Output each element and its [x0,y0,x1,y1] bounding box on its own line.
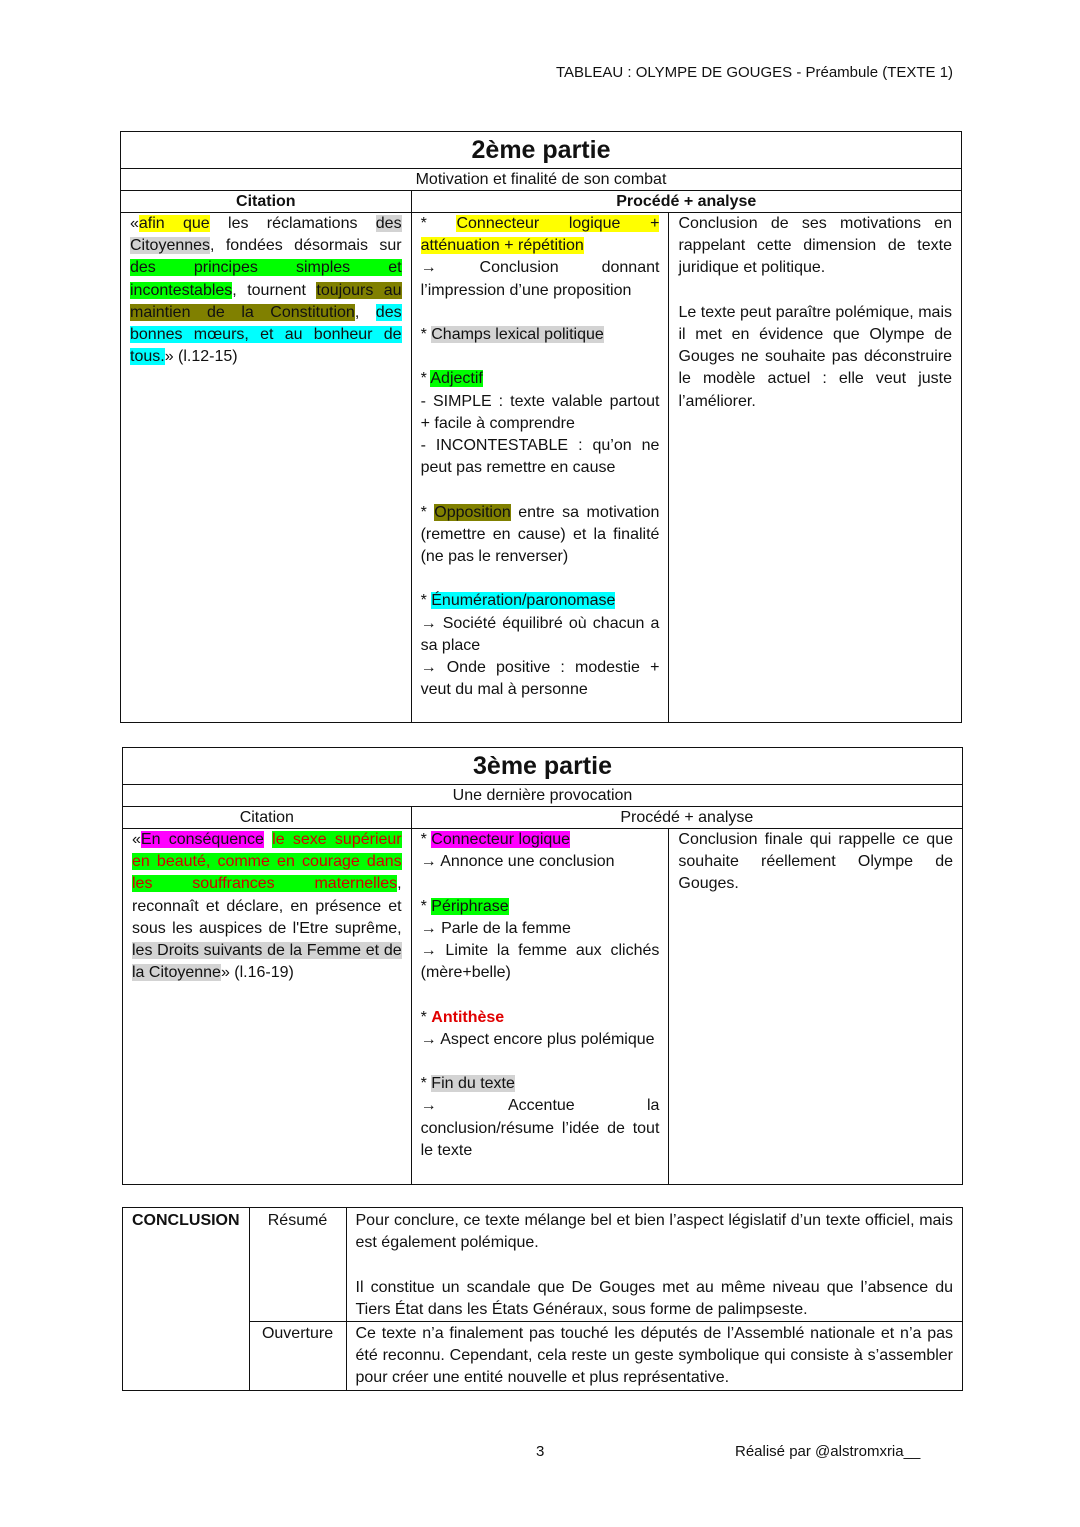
paragraph [421,368,660,390]
text-segment: → Accentue la conclusion/résume l’idée de tout le texte [420,1097,660,1159]
text-segment [264,831,272,848]
paragraph [421,1007,660,1029]
citation-header: Citation [123,807,412,829]
highlighted-text: Adjectif [430,370,483,388]
text-segment: → Conclusion donnant l’impression d’une proposition [420,259,660,299]
text-segment: * [420,592,432,610]
analyse-cell [669,213,962,723]
text-segment: * [420,503,435,521]
analyse-cell [669,829,963,1185]
table-part-3 [122,747,963,1185]
part-3-subtitle: Une dernière provocation [123,785,963,807]
ouverture-label: Ouverture [249,1322,346,1391]
blank-line [421,302,660,324]
text-segment: → Parle de la femme [420,919,571,937]
paragraph [132,829,402,984]
text-segment: Antithèse [431,1008,505,1026]
highlighted-text: Opposition [434,503,511,521]
highlighted-text: Connecteur logique + atténuation + répétition [420,215,660,255]
text-segment: Ce texte n’a finalement pas touché les députés de l’Assemblé nationale et n’a pas été reconnu. Cependant, cela reste un geste symbolique qui consiste à s’assembler pour créer une entité nouvelle et plus représentative. [355,1325,953,1387]
text-segment: → Annonce une conclusion [420,853,615,871]
paragraph [678,213,952,280]
text-segment: → Aspect encore plus polémique [420,1030,655,1048]
paragraph [421,829,660,851]
paragraph [421,391,660,435]
citation-cell [123,829,412,1185]
blank-line [356,1254,954,1276]
text-segment: » (l.12-15) [164,348,238,366]
highlighted-text: des bonnes mœurs, et au bonheur de tous. [130,303,402,366]
blank-line [678,280,952,302]
citation-cell [121,213,412,723]
text-segment: , [354,303,376,321]
procede-cell [411,829,669,1185]
blank-line [421,984,660,1006]
resume-label: Résumé [249,1208,346,1322]
text-segment: * [420,370,431,388]
part-2-subtitle: Motivation et finalité de son combat [121,169,962,191]
text-segment: → Limite la femme aux clichés (mère+belle) [420,942,660,982]
text-segment: * [420,1075,432,1093]
paragraph [421,590,660,612]
paragraph [678,302,952,413]
text-segment: « [130,215,139,232]
text-segment: Il constitue un scandale que De Gouges met au même niveau que l’absence du Tiers État dans les États Généraux, sous forme de palimpseste. [355,1278,953,1318]
paragraph [421,502,660,569]
highlighted-text: Énumération/paronomase [431,592,616,610]
text-segment: , tournent [232,281,317,299]
highlighted-text: Connecteur logique [431,831,571,848]
page-header: TABLEAU : OLYMPE DE GOUGES - Préambule (TEXTE 1) [556,64,954,81]
blank-line [421,479,660,501]
paragraph [421,324,660,346]
text-segment: Conclusion finale qui rappelle ce que souhaite réellement Olympe de Gouges. [678,831,953,893]
procede-cell [411,213,669,723]
text-segment: * [420,326,432,343]
paragraph [421,257,660,301]
paragraph [421,896,660,918]
text-segment: Pour conclure, ce texte mélange bel et bien l’aspect législatif d’un texte officiel, mais est également polémique. [355,1212,953,1252]
text-segment: * [420,1008,432,1026]
page-number: 3 [536,1443,545,1460]
paragraph [421,213,660,257]
text-segment: Conclusion de ses motivations en rappelant cette dimension de texte juridique et politique. [678,215,952,277]
highlighted-text: toujours au maintien de la Constitution [130,281,402,321]
paragraph [421,1095,660,1162]
part-2-title: 2ème partie [121,132,962,169]
text-segment: , fondées désormais sur [210,237,402,255]
text-segment: * [420,831,432,848]
paragraph [421,918,660,940]
text-segment: - INCONTESTABLE : qu’on ne peut pas remettre en cause [420,437,660,477]
paragraph [356,1210,954,1254]
paragraph [356,1323,954,1390]
blank-line [421,346,660,368]
highlighted-text: les Droits suivants de la Femme et de la Citoyenne [132,942,402,982]
citation-header: Citation [121,191,412,213]
table-part-2 [120,131,962,723]
text-segment: → Onde positive : modestie + veut du mal à personne [420,659,660,699]
conclusion-label: CONCLUSION [123,1208,250,1391]
blank-line [421,568,660,590]
text-segment: - SIMPLE : texte valable partout + facile à comprendre [420,392,660,432]
paragraph [421,657,660,701]
text-segment: Le texte peut paraître polémique, mais il met en évidence que Olympe de Gouges ne souhaite pas déconstruire le modèle actuel : elle veut juste l’améliorer. [678,303,952,410]
footer-credit: Réalisé par @alstromxria__ [735,1443,921,1460]
paragraph [678,829,953,896]
blank-line [421,873,660,895]
paragraph [421,1029,660,1051]
paragraph [421,1073,660,1095]
highlighted-text: le sexe supérieur en beauté, comme en courage dans les souffrances maternelles [132,831,402,893]
text-segment: , reconnaît et déclare, en présence et sous les auspices de l'Etre suprême, [132,875,402,937]
paragraph [421,851,660,873]
highlighted-text: des principes simples et incontestables [130,259,402,299]
part-3-title: 3ème partie [123,748,963,785]
highlighted-text: des Citoyennes [130,215,402,255]
paragraph [421,613,660,657]
text-segment: » (l.16-19) [220,964,294,982]
ouverture-cell [346,1322,963,1391]
text-segment: les réclamations [209,215,376,232]
highlighted-text: Champs lexical politique [431,326,604,343]
text-segment: * [420,897,432,915]
text-segment: entre sa motivation (remettre en cause) et la finalité (ne pas le renverser) [420,503,660,565]
text-segment: * [420,215,457,232]
procede-header: Procédé + analyse [411,807,962,829]
text-segment: → Société équilibré où chacun a sa place [420,614,660,654]
highlighted-text: En conséquence [140,831,264,848]
highlighted-text: afin que [138,215,210,232]
text-segment: « [132,831,141,848]
resume-cell [346,1208,963,1322]
conclusion-table [122,1207,963,1391]
paragraph [356,1277,954,1321]
procede-header: Procédé + analyse [411,191,961,213]
blank-line [421,1051,660,1073]
paragraph [421,940,660,984]
paragraph [130,213,402,368]
highlighted-text: Fin du texte [431,1075,515,1093]
highlighted-text: Périphrase [431,897,509,915]
paragraph [421,435,660,479]
